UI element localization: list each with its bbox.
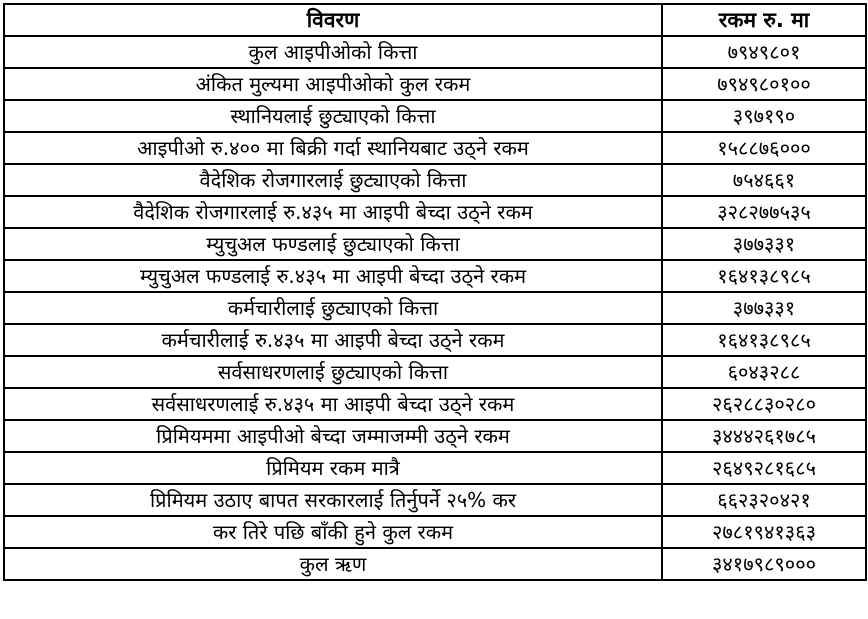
table-row (4, 356, 866, 388)
table-row (4, 516, 866, 548)
row-description: म्युचुअल फण्डलाई छुट्याएको कित्ता (4, 228, 662, 260)
table-row (4, 100, 866, 132)
row-amount: ७९४९८०१०० (662, 68, 866, 100)
table-row (4, 452, 866, 484)
row-description: कर तिरे पछि बाँकी हुने कुल रकम (4, 516, 662, 548)
row-amount: ३७७३३१ (662, 292, 866, 324)
row-description: कर्मचारीलाई रु.४३५ मा आइपी बेच्दा उठ्ने रकम (4, 324, 662, 356)
row-amount: ६६२३२०४२१ (662, 484, 866, 516)
row-amount: ७५४६६१ (662, 164, 866, 196)
row-description: सर्वसाधरणलाई छुट्याएको कित्ता (4, 356, 662, 388)
table-row (4, 196, 866, 228)
table-row (4, 68, 866, 100)
row-amount: २६४९२८१६८५ (662, 452, 866, 484)
header-amount: रकम रु. मा (662, 4, 866, 36)
row-description: म्युचुअल फण्डलाई रु.४३५ मा आइपी बेच्दा उठ्ने रकम (4, 260, 662, 292)
table-row (4, 388, 866, 420)
ipo-details-table (3, 3, 867, 581)
row-amount: १५८८७६००० (662, 132, 866, 164)
row-description: प्रिमियम रकम मात्रै (4, 452, 662, 484)
table-row (4, 260, 866, 292)
table-row (4, 228, 866, 260)
row-description: कुल ऋण (4, 548, 662, 580)
row-amount: ३४१७९८९००० (662, 548, 866, 580)
row-description: कर्मचारीलाई छुट्याएको कित्ता (4, 292, 662, 324)
table-row (4, 36, 866, 68)
row-amount: ६०४३२८८ (662, 356, 866, 388)
table-header-row (4, 4, 866, 36)
table-row (4, 548, 866, 580)
header-description: विवरण (4, 4, 662, 36)
row-description: स्थानियलाई छुट्याएको कित्ता (4, 100, 662, 132)
table-row (4, 292, 866, 324)
row-description: वैदेशिक रोजगारलाई रु.४३५ मा आइपी बेच्दा उठ्ने रकम (4, 196, 662, 228)
row-amount: ३९७१९० (662, 100, 866, 132)
row-description: प्रिमियम उठाए बापत सरकारलाई तिर्नुपर्ने २५% कर (4, 484, 662, 516)
table-body (4, 36, 866, 580)
row-amount: १६४१३८९८५ (662, 260, 866, 292)
row-description: वैदेशिक रोजगारलाई छुट्याएको कित्ता (4, 164, 662, 196)
row-amount: ३४४४२६१७८५ (662, 420, 866, 452)
table-row (4, 132, 866, 164)
row-amount: ७९४९८०१ (662, 36, 866, 68)
row-amount: २७८१९४१३६३ (662, 516, 866, 548)
table-row (4, 420, 866, 452)
row-description: प्रिमियममा आइपीओ बेच्दा जम्माजम्मी उठ्ने रकम (4, 420, 662, 452)
row-amount: १६४१३८९८५ (662, 324, 866, 356)
row-description: अंकित मुल्यमा आइपीओको कुल रकम (4, 68, 662, 100)
table-row (4, 324, 866, 356)
row-amount: ३२८२७७५३५ (662, 196, 866, 228)
table-row (4, 164, 866, 196)
row-amount: ३७७३३१ (662, 228, 866, 260)
table-row (4, 484, 866, 516)
row-amount: २६२८८३०२८० (662, 388, 866, 420)
row-description: आइपीओ रु.४०० मा बिक्री गर्दा स्थानियबाट उठ्ने रकम (4, 132, 662, 164)
row-description: कुल आइपीओको कित्ता (4, 36, 662, 68)
row-description: सर्वसाधरणलाई रु.४३५ मा आइपी बेच्दा उठ्ने रकम (4, 388, 662, 420)
